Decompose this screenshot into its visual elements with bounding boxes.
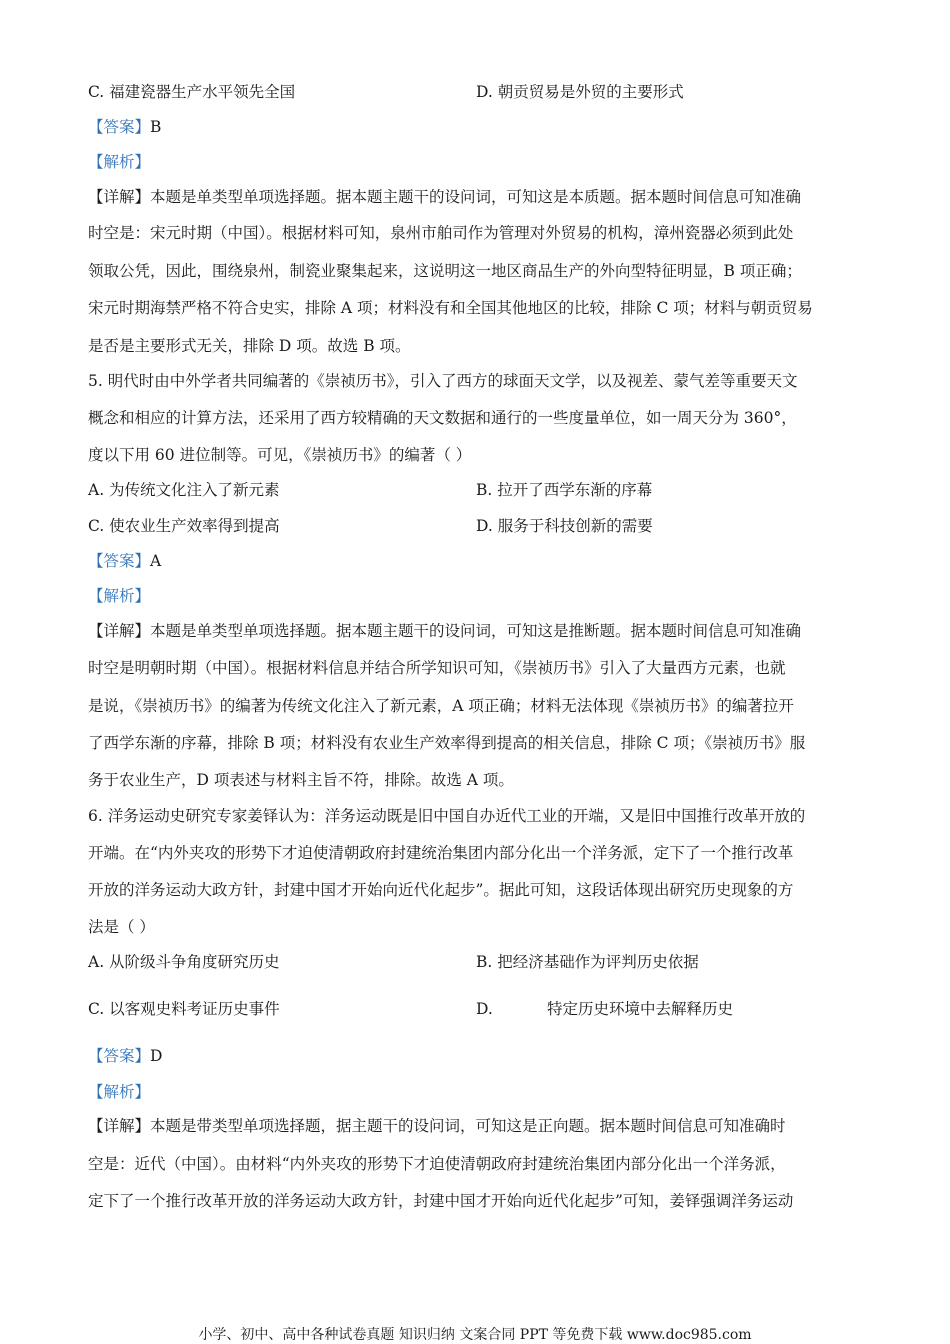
q5-analysis-label: 【解析】 [88, 587, 151, 605]
q4-analysis-label: 【解析】 [88, 153, 151, 171]
answer-value: D [150, 1047, 163, 1065]
q5-detail-line-5: 务于农业生产，D 项表述与材料主旨不符，排除。故选 A 项。 [88, 771, 514, 789]
answer-label: 【答案】 [88, 1047, 151, 1065]
answer-value: A [150, 552, 162, 570]
q6-detail-line-2: 空是：近代（中国）。由材料“内外夹攻的形势下才迫使清朝政府封建统治集团内部分化出一个洋务派， [88, 1155, 786, 1173]
detail-label: 【详解】 [88, 622, 151, 640]
q6-option-a: A. 从阶级斗争角度研究历史 [88, 953, 280, 971]
q4-answer [88, 116, 161, 138]
detail-text: 本题是带类型单项选择题，据主题干的设问词，可知这是正向题。据本题时间信息可知准确时 [150, 1117, 786, 1135]
q5-option-d: D. 服务于科技创新的需要 [476, 517, 653, 535]
q5-detail-line-3: 是说，《崇祯历书》的编著为传统文化注入了新元素，A 项正确；材料无法体现《崇祯历书》的编著拉开 [88, 697, 794, 715]
q6-stem-line-1: 6. 洋务运动史研究专家姜铎认为：洋务运动既是旧中国自办近代工业的开端，又是旧中国推行改革开放的 [88, 807, 806, 825]
q6-detail-line-3: 定下了一个推行改革开放的洋务运动大政方针，封建中国才开始向近代化起步”可知，姜铎强调洋务运动 [88, 1192, 794, 1210]
q4-detail-line-5: 是否是主要形式无关，排除 D 项。故选 B 项。 [88, 337, 411, 355]
q6-option-c: C. 以客观史料考证历史事件 [88, 1000, 280, 1018]
q6-detail-line-1 [88, 1115, 786, 1137]
q5-answer [88, 550, 161, 572]
q6-stem-line-3: 开放的洋务运动大政方针，封建中国才开始向近代化起步”。据此可知，这段话体现出研究历史现象的方 [88, 881, 794, 899]
detail-label: 【详解】 [88, 1117, 151, 1135]
answer-value: B [150, 118, 162, 136]
detail-label: 【详解】 [88, 188, 151, 206]
q4-detail-line-3: 领取公凭，因此，围绕泉州，制瓷业聚集起来，这说明这一地区商品生产的外向型特征明显，B 项正确； [88, 262, 802, 280]
answer-label: 【答案】 [88, 118, 151, 136]
q4-option-c: C. 福建瓷器生产水平领先全国 [88, 83, 296, 101]
q4-option-d: D. 朝贡贸易是外贸的主要形式 [476, 83, 684, 101]
q5-stem-line-2: 概念和相应的计算方法，还采用了西方较精确的天文数据和通行的一些度量单位，如一周天分为 360°， [88, 409, 797, 427]
q5-detail-line-4: 了西学东渐的序幕，排除 B 项；材料没有农业生产效率得到提高的相关信息，排除 C 项；《崇祯历书》服 [88, 734, 806, 752]
q4-detail-line-2: 时空是：宋元时期（中国）。根据材料可知，泉州市舶司作为管理对外贸易的机构，漳州瓷器必须到此处 [88, 224, 794, 242]
q5-detail-line-1 [88, 620, 801, 642]
q6-answer [88, 1045, 162, 1067]
q6-option-d: D. 特定历史环境中去解释历史 [476, 1000, 733, 1018]
q4-detail-line-1 [88, 186, 801, 208]
q6-stem-line-2: 开端。在“内外夹攻的形势下才迫使清朝政府封建统治集团内部分化出一个洋务派，定下了一个推行改革 [88, 844, 794, 862]
q5-detail-line-2: 时空是明朝时期（中国）。根据材料信息并结合所学知识可知，《崇祯历书》引入了大量西方元素，也就 [88, 659, 786, 677]
detail-text: 本题是单类型单项选择题。据本题主题干的设问词，可知这是推断题。据本题时间信息可知准确 [150, 622, 802, 640]
q5-option-c: C. 使农业生产效率得到提高 [88, 517, 280, 535]
q5-option-b: B. 拉开了西学东渐的序幕 [476, 481, 653, 499]
q5-stem-line-3: 度以下用 60 进位制等。可见，《崇祯历书》的编著（ ） [88, 446, 472, 464]
q6-stem-line-4: 法是（ ） [88, 918, 155, 936]
detail-text: 本题是单类型单项选择题。据本题主题干的设问词，可知这是本质题。据本题时间信息可知准确 [150, 188, 802, 206]
q5-stem-line-1: 5. 明代时由中外学者共同编著的《崇祯历书》，引入了西方的球面天文学，以及视差、蒙气差等重要天文 [88, 372, 798, 390]
q4-detail-line-4: 宋元时期海禁严格不符合史实，排除 A 项；材料没有和全国其他地区的比较，排除 C 项；材料与朝贡贸易 [88, 299, 813, 317]
answer-label: 【答案】 [88, 552, 151, 570]
q6-analysis-label: 【解析】 [88, 1083, 151, 1101]
page-footer: 小学、初中、高中各种试卷真题 知识归纳 文案合同 PPT 等免费下载 www.doc985.com [198, 1327, 752, 1343]
q5-option-a: A. 为传统文化注入了新元素 [88, 481, 280, 499]
q6-option-b: B. 把经济基础作为评判历史依据 [476, 953, 699, 971]
